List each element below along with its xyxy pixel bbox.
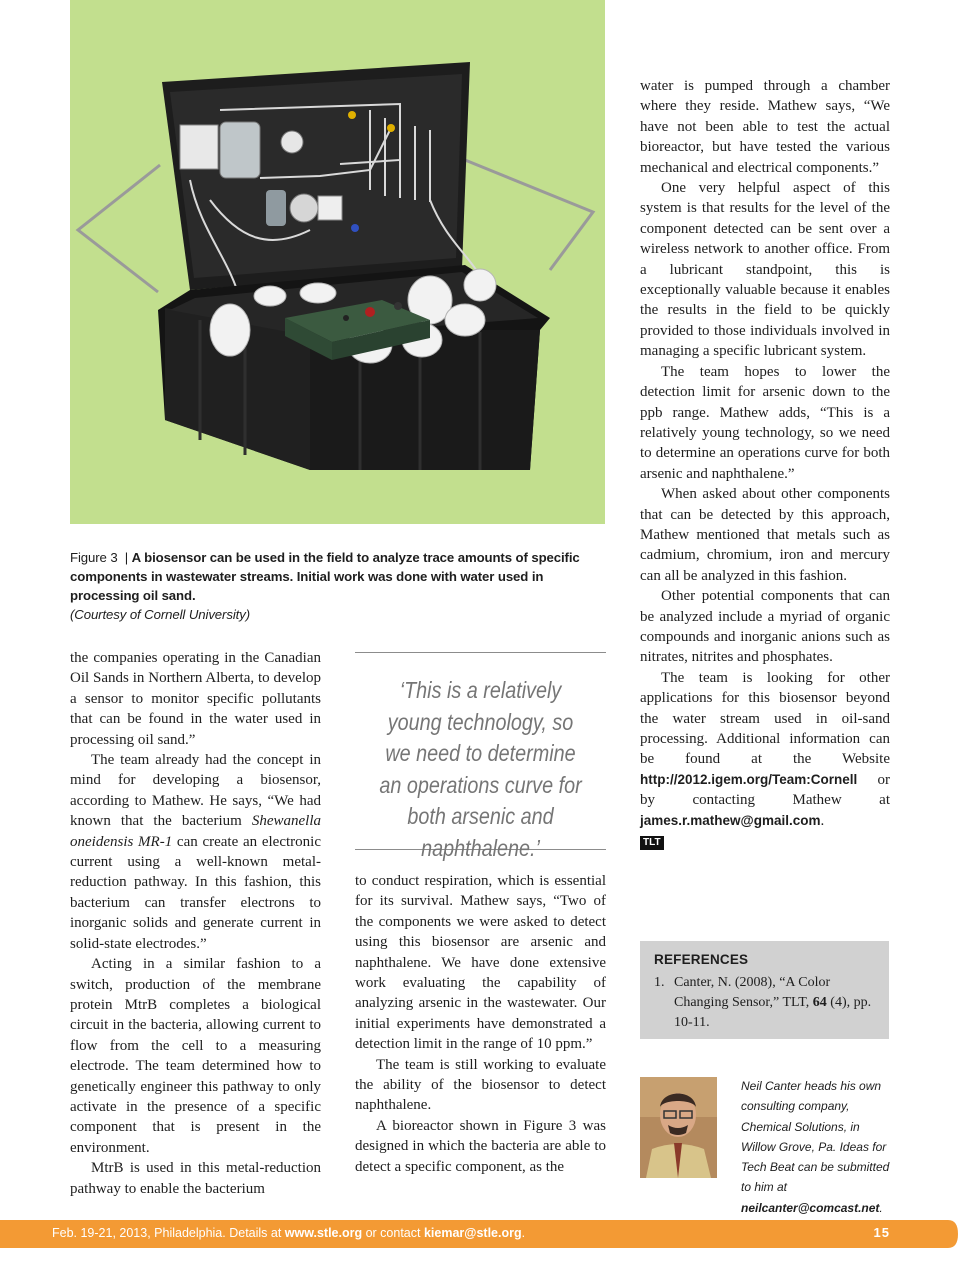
end-mark: TLT	[640, 836, 664, 850]
footer-text: Feb. 19-21, 2013, Philadelphia. Details at www.stle.org or contact kiemar@stle.org.	[52, 1226, 526, 1240]
figure-caption	[70, 548, 610, 624]
paragraph: When asked about other components that can be detected by this approach, Mathew mentioned that metals such as cadmium, chromium, iron and mercury can all be analyzed in this fashion.	[640, 486, 890, 584]
biosensor-illustration	[70, 0, 605, 524]
caption-text: A biosensor can be used in the field to analyze trace amounts of specific components in wastewater streams. Initial work was done with water used in processing oil sand.	[70, 550, 580, 603]
paragraph: the companies operating in the Canadian Oil Sands in Northern Alberta, to develop a sensor to monitor specific pollutants that can be found in the water used in processing oil sand.”	[70, 650, 321, 748]
paragraph: A bioreactor shown in Figure 3 was designed in which the bacteria are able to detect a specific component, as the	[355, 1117, 606, 1175]
species-name: Shewanella oneidensis MR-1	[70, 813, 321, 850]
caption-label: Figure 3	[70, 550, 118, 565]
author-bio: Neil Canter heads his own consulting company, Chemical Solutions, in Willow Grove, Pa. Ideas for Tech Beat can be submitted to him at neilcanter@comcast.net.	[741, 1079, 890, 1215]
page-number: 15	[873, 1225, 890, 1240]
reference-item: 1. Canter, N. (2008), “A Color Changing Sensor,” TLT, 64 (4), pp. 10-11.	[654, 975, 872, 1030]
paragraph: Other potential components that can be analyzed include a myriad of organic compounds and inorganic anions such as nitrates, nitrites and phosphates.	[640, 588, 890, 666]
footer-bar	[0, 1220, 960, 1248]
caption-credit: (Courtesy of Cornell University)	[70, 607, 251, 622]
reference-volume: 64	[812, 995, 827, 1010]
paragraph: One very helpful aspect of this system is that results for the level of the component detected can be sent over a wireless network to another office. From a lubricant standpoint, this is exceptionally valuable because it enables the results in the field to be quickly provided to those individuals involved in managing a specific lubricant system.	[640, 180, 890, 360]
paragraph: Acting in a similar fashion to a switch, production of the membrane protein MtrB completes a biological circuit in the bacteria, allowing current to flow from the cell to a measuring electrode. The team determined how to genetically engineer this pathway to only activate in the presence of a specific component that is present in the environment.	[70, 956, 321, 1156]
footer-link-website[interactable]: www.stle.org	[284, 1226, 363, 1240]
article-column-1	[70, 648, 321, 1199]
paragraph: The team is still working to evaluate the ability of the biosensor to detect naphthalene.	[355, 1056, 606, 1114]
paragraph: water is pumped through a chamber where they reside. Mathew says, “We have not been able to test the actual bioreactor, but have tested the various mechanical and electrical components.”	[640, 78, 890, 176]
references-box	[640, 941, 889, 1039]
paragraph: The team hopes to lower the detection limit for arsenic down to the ppb range. Mathew adds, “This is a relatively young technology, so we need to determine an operations curve for both arsenic and naphthalene.”	[640, 363, 890, 482]
author-photo	[640, 1077, 717, 1178]
references-heading: REFERENCES	[654, 952, 749, 967]
website-link[interactable]: http://2012.igem.org/Team:Cornell	[640, 771, 858, 787]
figure-3	[70, 0, 605, 524]
author-email[interactable]: neilcanter@comcast.net	[741, 1200, 880, 1215]
email-link[interactable]: james.r.mathew@gmail.com	[640, 812, 821, 828]
paragraph: to conduct respiration, which is essential for its survival. Mathew says, “Two of the components we were asked to detect using this biosensor are arsenic and naphthalene. We have done extensive work evaluating the capability of analyzing arsenic in the wastewater. Our initial experiments have demonstrated a detection limit in the range of 10 ppm.”	[355, 873, 606, 1053]
pull-quote-text: ‘This is a relatively young technology, so we need to determine an operations curve for both arsenic and naphthalene.’	[379, 677, 582, 861]
pull-quote	[355, 652, 606, 861]
article-column-3	[640, 76, 890, 851]
paragraph: MtrB is used in this metal-reduction pathway to enable the bacterium	[70, 1160, 321, 1197]
paragraph: The team already had the concept in mind for developing a biosensor, according to Mathew. He says, “We had known that the bacterium Shewanella oneidensis MR-1 can create an electronic current using a well-known metal-reduction pathway. In this fashion, this bacterium can transfer electrons to inorganic solids and generate current in solid-state electrodes.”	[70, 752, 321, 952]
article-column-2	[355, 871, 606, 1177]
caption-separator: |	[124, 550, 129, 565]
footer-link-email[interactable]: kiemar@stle.org	[423, 1226, 522, 1240]
paragraph: The team is looking for other applications for this biosensor beyond the water stream used in oil-sand processing. Additional information can be found at the Website http://2012.igem.org/Team:Cornell or by contacting Mathew at james.r.mathew@gmail.com.	[640, 669, 890, 829]
